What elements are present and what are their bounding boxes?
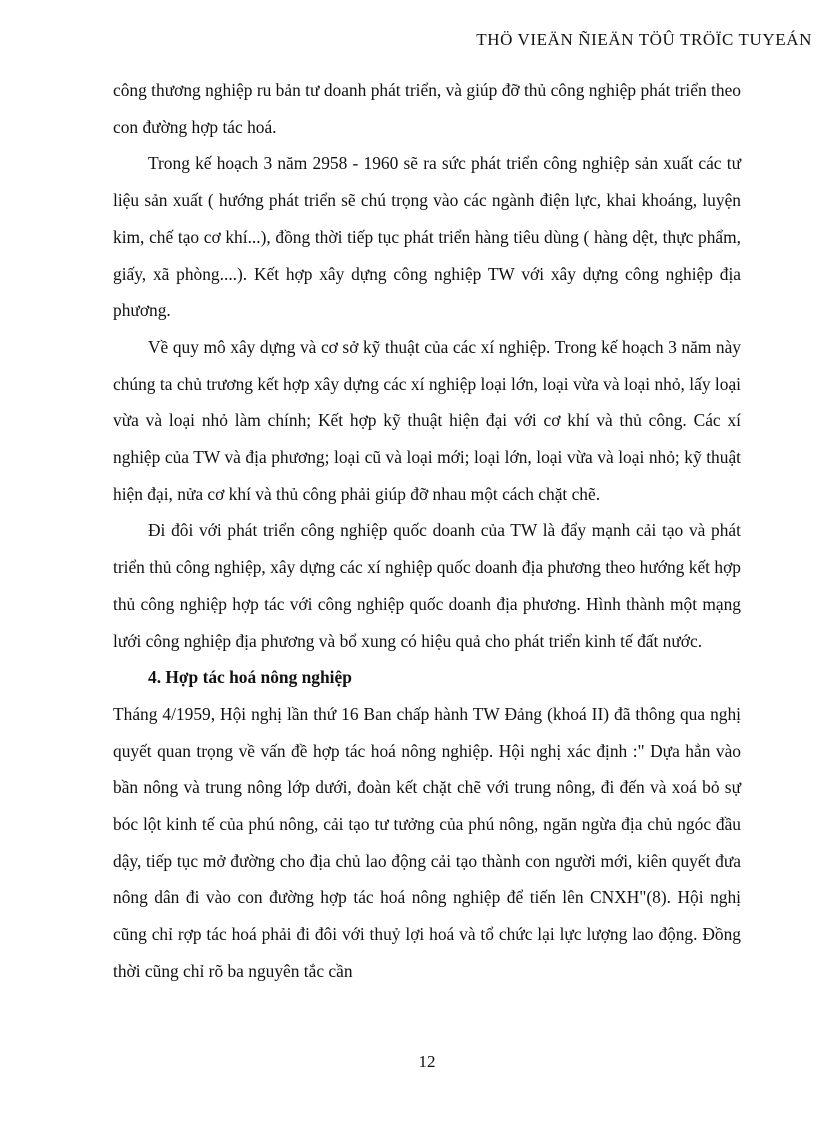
running-header: THÖ VIEÄN ÑIEÄN TÖÛ TRÖÏC TUYEÁN [476,30,812,49]
paragraph-2: Trong kế hoạch 3 năm 2958 - 1960 sẽ ra sức phát triển công nghiệp sản xuất các tư liệu sản xuất ( hướng phát triển sẽ chú trọng vào các ngành điện lực, khai khoáng, luyện kim, chế tạo cơ khí...), đồng thời tiếp tục phát triển hàng tiêu dùng ( hàng dệt, thực phẩm, giấy, xã phòng....). Kết hợp xây dựng công nghiệp TW với xây dựng công nghiệp địa phương. [113,153,741,321]
paragraph-4: Đi đôi với phát triển công nghiệp quốc doanh của TW là đẩy mạnh cải tạo và phát triển thủ công nghiệp, xây dựng các xí nghiệp quốc doanh địa phương theo hướng kết hợp thủ công nghiệp hợp tác với công nghiệp quốc doanh địa phương. Hình thành một mạng lưới công nghiệp địa phương và bổ xung có hiệu quả cho phát triển kinh tế đất nước. [113,520,741,651]
page-body [113,72,741,990]
paragraph-5: Tháng 4/1959, Hội nghị lần thứ 16 Ban chấp hành TW Đảng (khoá II) đã thông qua nghị quyết quan trọng về vấn đề hợp tác hoá nông nghiệp. Hội nghị xác định :" Dựa hẳn vào bần nông và trung nông lớp dưới, đoàn kết chặt chẽ với trung nông, đi đến và xoá bỏ sự bóc lột kinh tế của phú nông, cải tạo tư tưởng của phú nông, ngăn ngừa địa chủ ngóc đầu dậy, tiếp tục mở đường cho địa chủ lao động cải tạo thành con người mới, kiên quyết đưa nông dân đi vào con đường hợp tác hoá nông nghiệp để tiến lên CNXH"(8). Hội nghị cũng chỉ rợp tác hoá phải đi đôi với thuỷ lợi hoá và tổ chức lại lực lượng lao động. Đồng thời cũng chỉ rõ ba nguyên tắc cần [113,703,741,981]
paragraph-3: Về quy mô xây dựng và cơ sở kỹ thuật của các xí nghiệp. Trong kế hoạch 3 năm này chúng ta chủ trương kết hợp xây dựng các xí nghiệp loại lớn, loại vừa và loại nhỏ, lấy loại vừa và loại nhỏ làm chính; Kết hợp kỹ thuật hiện đại với cơ khí và thủ công. Các xí nghiệp của TW và địa phương; loại cũ và loại mới; loại lớn, loại vừa và loại nhỏ; kỹ thuật hiện đại, nửa cơ khí và thủ công phải giúp đỡ nhau một cách chặt chẽ. [113,336,741,504]
section-heading: 4. Hợp tác hoá nông nghiệp [148,667,352,688]
page-number: 12 [418,1052,436,1071]
paragraph-1: công thương nghiệp ru bản tư doanh phát triển, và giúp đỡ thủ công nghiệp phát triển theo con đường hợp tác hoá. [113,80,741,137]
